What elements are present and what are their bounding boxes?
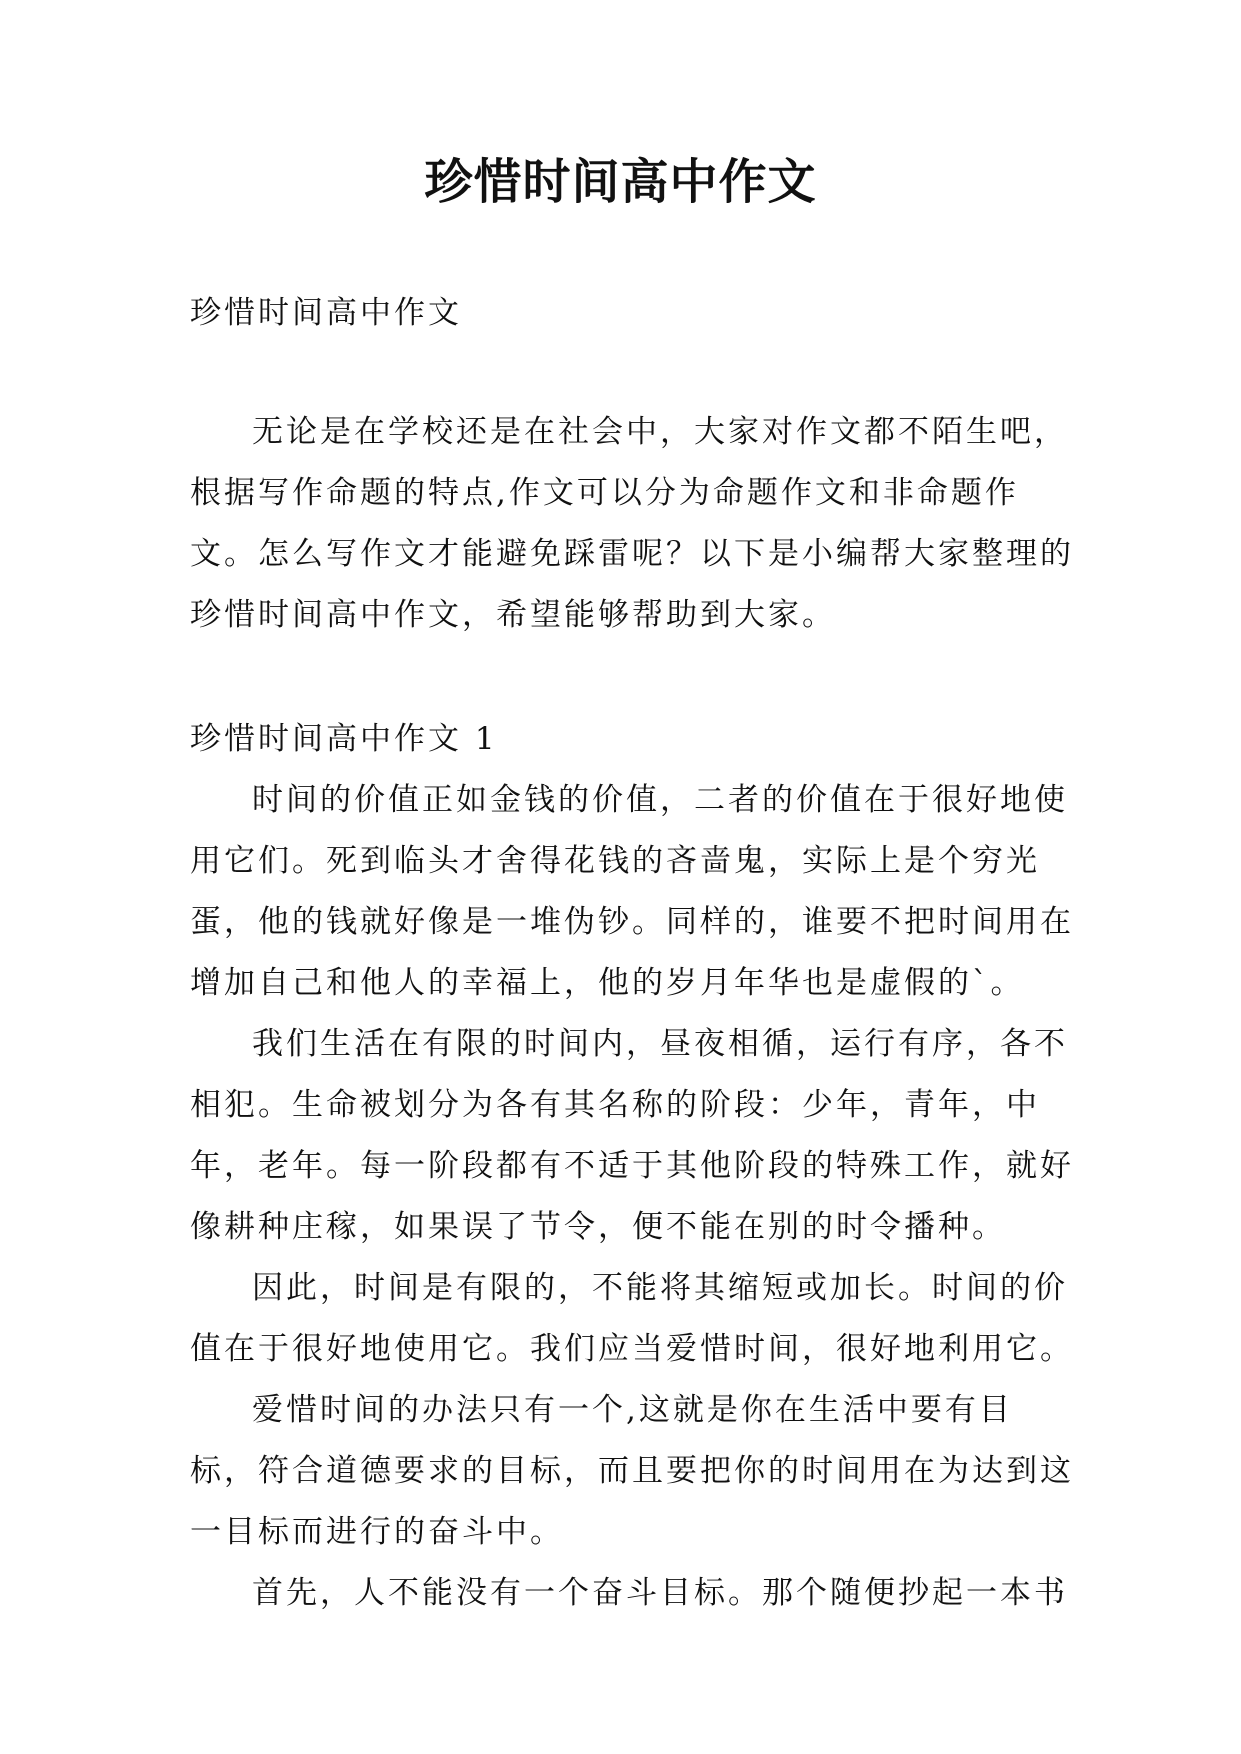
body-paragraph-4: 爱惜时间的办法只有一个,这就是你在生活中要有目标，符合道德要求的目标，而且要把你的时间用在为达到这一目标而进行的奋斗中。 xyxy=(190,1392,1074,1550)
section-heading: 珍惜时间高中作文 1 xyxy=(190,721,498,757)
body-paragraph-2: 我们生活在有限的时间内，昼夜相循，运行有序，各不相犯。生命被划分为各有其名称的阶段：少年，青年，中年，老年。每一阶段都有不适于其他阶段的特殊工作，就好像耕种庄稼，如果误了节令，便不能在别的时令播种。 xyxy=(190,1026,1074,1245)
document-body xyxy=(190,286,1080,1624)
intro-paragraph: 无论是在学校还是在社会中，大家对作文都不陌生吧，根据写作命题的特点,作文可以分为命题作文和非命题作文。怎么写作文才能避免踩雷呢？以下是小编帮大家整理的珍惜时间高中作文，希望能够帮助到大家。 xyxy=(190,414,1074,633)
document-subtitle: 珍惜时间高中作文 xyxy=(190,295,462,331)
document-title: 珍惜时间高中作文 xyxy=(424,154,817,210)
body-paragraph-1: 时间的价值正如金钱的价值，二者的价值在于很好地使用它们。死到临头才舍得花钱的吝啬鬼，实际上是个穷光蛋，他的钱就好像是一堆伪钞。同样的，谁要不把时间用在增加自己和他人的幸福上，他的岁月年华也是虚假的`。 xyxy=(190,782,1074,1001)
body-paragraph-5: 首先，人不能没有一个奋斗目标。那个随便抄起一本书 xyxy=(252,1575,1068,1611)
body-paragraph-3: 因此，时间是有限的，不能将其缩短或加长。时间的价值在于很好地使用它。我们应当爱惜时间，很好地利用它。 xyxy=(190,1270,1074,1367)
